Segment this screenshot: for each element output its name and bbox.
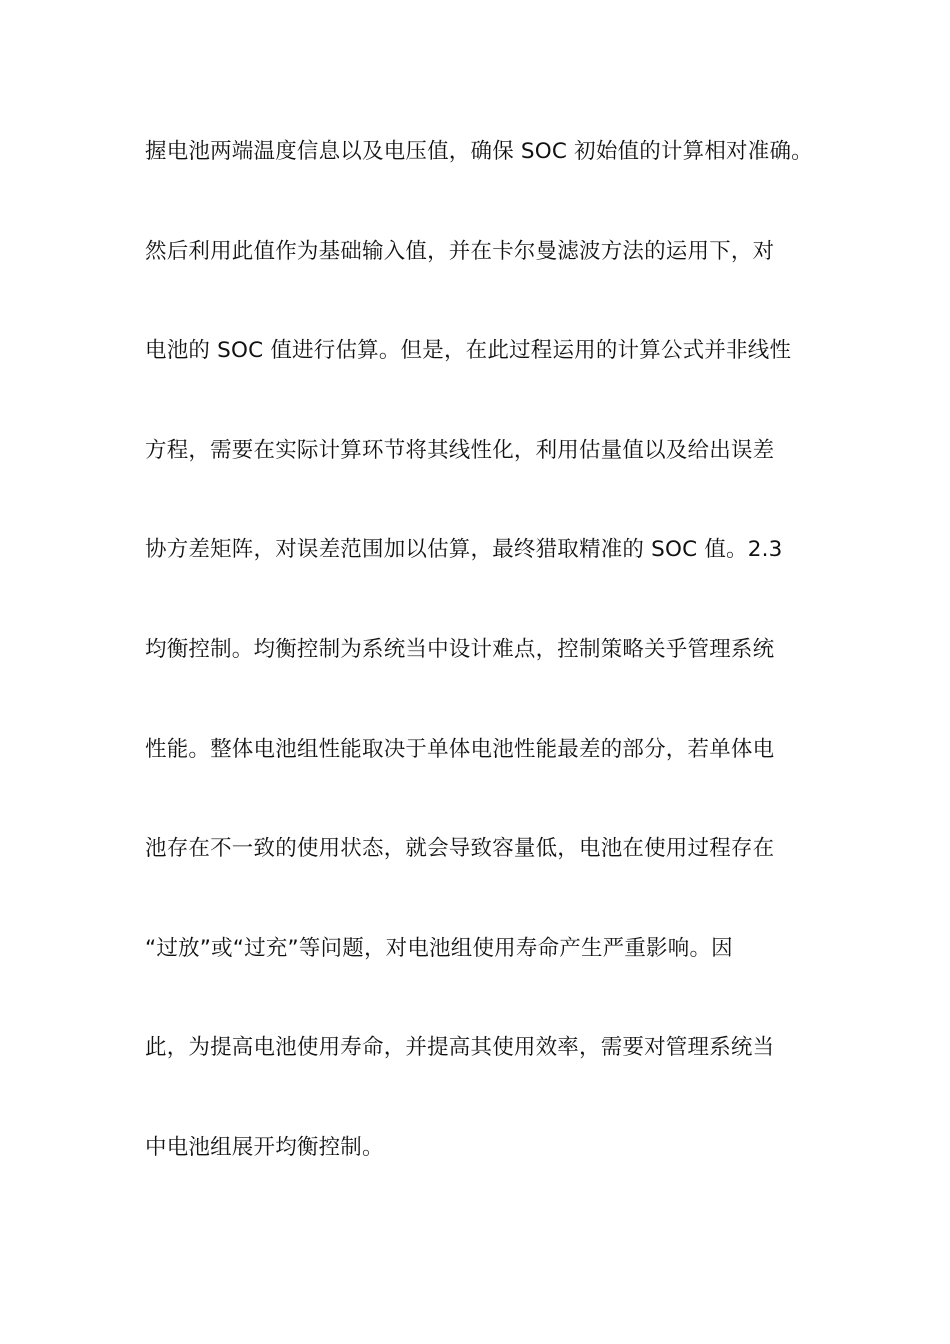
text-line: 均衡控制。均衡控制为系统当中设计难点，控制策略关乎管理系统 bbox=[145, 636, 775, 662]
text-line: 此，为提高电池使用寿命，并提高其使用效率，需要对管理系统当 bbox=[145, 1035, 775, 1061]
text-line: 方程，需要在实际计算环节将其线性化，利用估量值以及给出误差 bbox=[145, 437, 775, 463]
text-line: 池存在不一致的使用状态，就会导致容量低，电池在使用过程存在 bbox=[145, 836, 775, 862]
text-line: 握电池两端温度信息以及电压值，确保 SOC 初始值的计算相对准确。 bbox=[145, 139, 813, 164]
text-line: 中电池组展开均衡控制。 bbox=[145, 1134, 384, 1160]
text-line: 电池的 SOC 值进行估算。但是，在此过程运用的计算公式并非线性 bbox=[145, 338, 792, 364]
text-line: 性能。整体电池组性能取决于单体电池性能最差的部分，若单体电 bbox=[145, 736, 775, 762]
text-line: 协方差矩阵，对误差范围加以估算，最终猎取精准的 SOC 值。2.3 bbox=[145, 537, 783, 563]
text-line: 然后利用此值作为基础输入值，并在卡尔曼滤波方法的运用下，对 bbox=[145, 238, 775, 264]
body-text bbox=[145, 134, 835, 1230]
text-line: “过放”或“过充”等问题，对电池组使用寿命产生严重影响。因 bbox=[145, 935, 733, 961]
